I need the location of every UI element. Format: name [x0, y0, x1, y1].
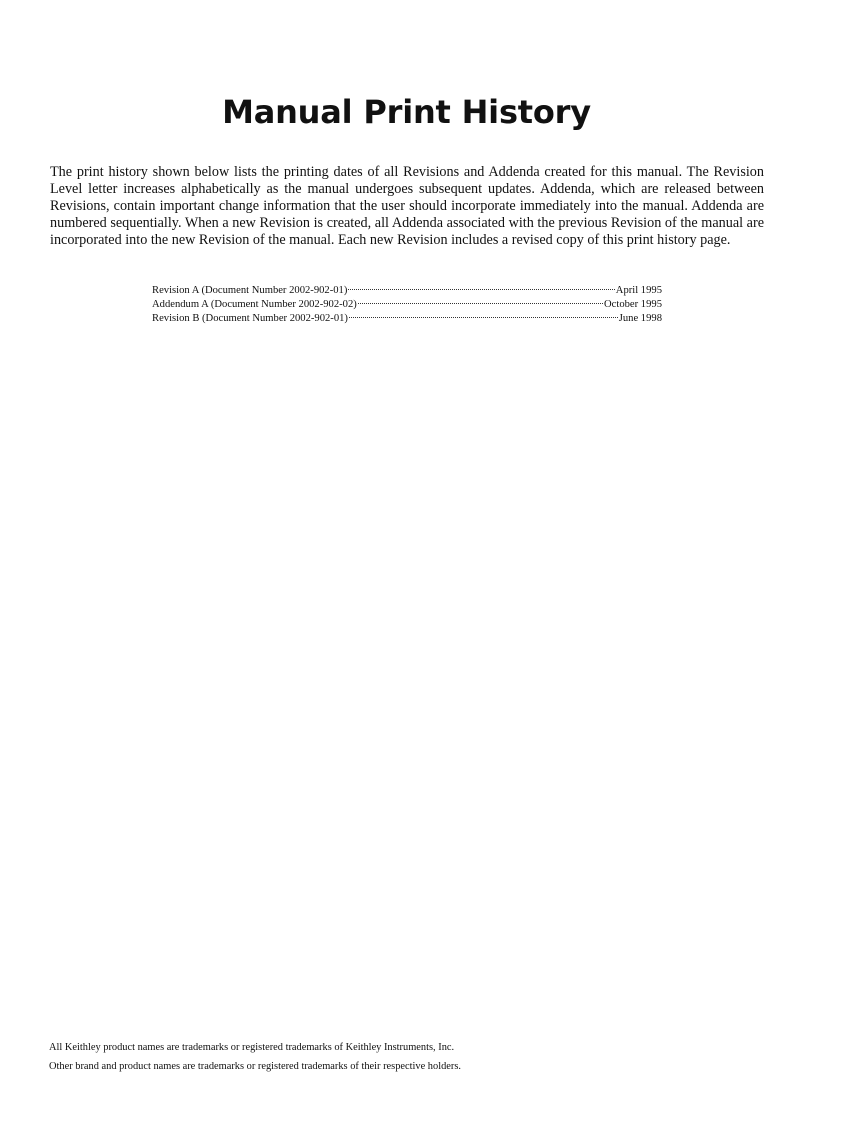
history-entry-label: Revision A (Document Number 2002-902-01) — [152, 285, 348, 296]
history-entry-revision-a — [152, 284, 662, 298]
history-entry-label: Addendum A (Document Number 2002-902-02) — [152, 299, 357, 311]
dot-leader — [349, 317, 618, 318]
trademark-footer — [49, 1038, 669, 1076]
history-entry-addendum-a — [152, 298, 662, 312]
dot-leader — [358, 303, 603, 304]
trademark-line-other: Other brand and product names are trademarks or registered trademarks of their respective holders. — [49, 1061, 461, 1072]
history-entry-revision-b — [152, 312, 662, 326]
trademark-line-keithley: All Keithley product names are trademarks or registered trademarks of Keithley Instruments, Inc. — [49, 1042, 455, 1053]
intro-paragraph: The print history shown below lists the printing dates of all Revisions and Addenda created for this manual. The Revision Level letter increases alphabetically as the manual undergoes subsequent updates. Addenda, which are released between Revisions, contain important change information that the user should incorporate immediately into the manual. Addenda are numbered sequentially. When a new Revision is created, all Addenda associated with the previous Revision of the manual are incorporated into the new Revision of the manual. Each new Revision includes a revised copy of this print history page. — [50, 164, 764, 249]
dot-leader — [348, 289, 614, 290]
history-entry-label: Revision B (Document Number 2002-902-01) — [152, 313, 348, 325]
history-entry-date: June 1998 — [618, 313, 662, 325]
page-title: Manual Print History — [222, 93, 591, 131]
history-entry-date: October 1995 — [604, 299, 662, 311]
history-entry-date: April 1995 — [615, 285, 662, 296]
print-history-list — [152, 284, 662, 326]
